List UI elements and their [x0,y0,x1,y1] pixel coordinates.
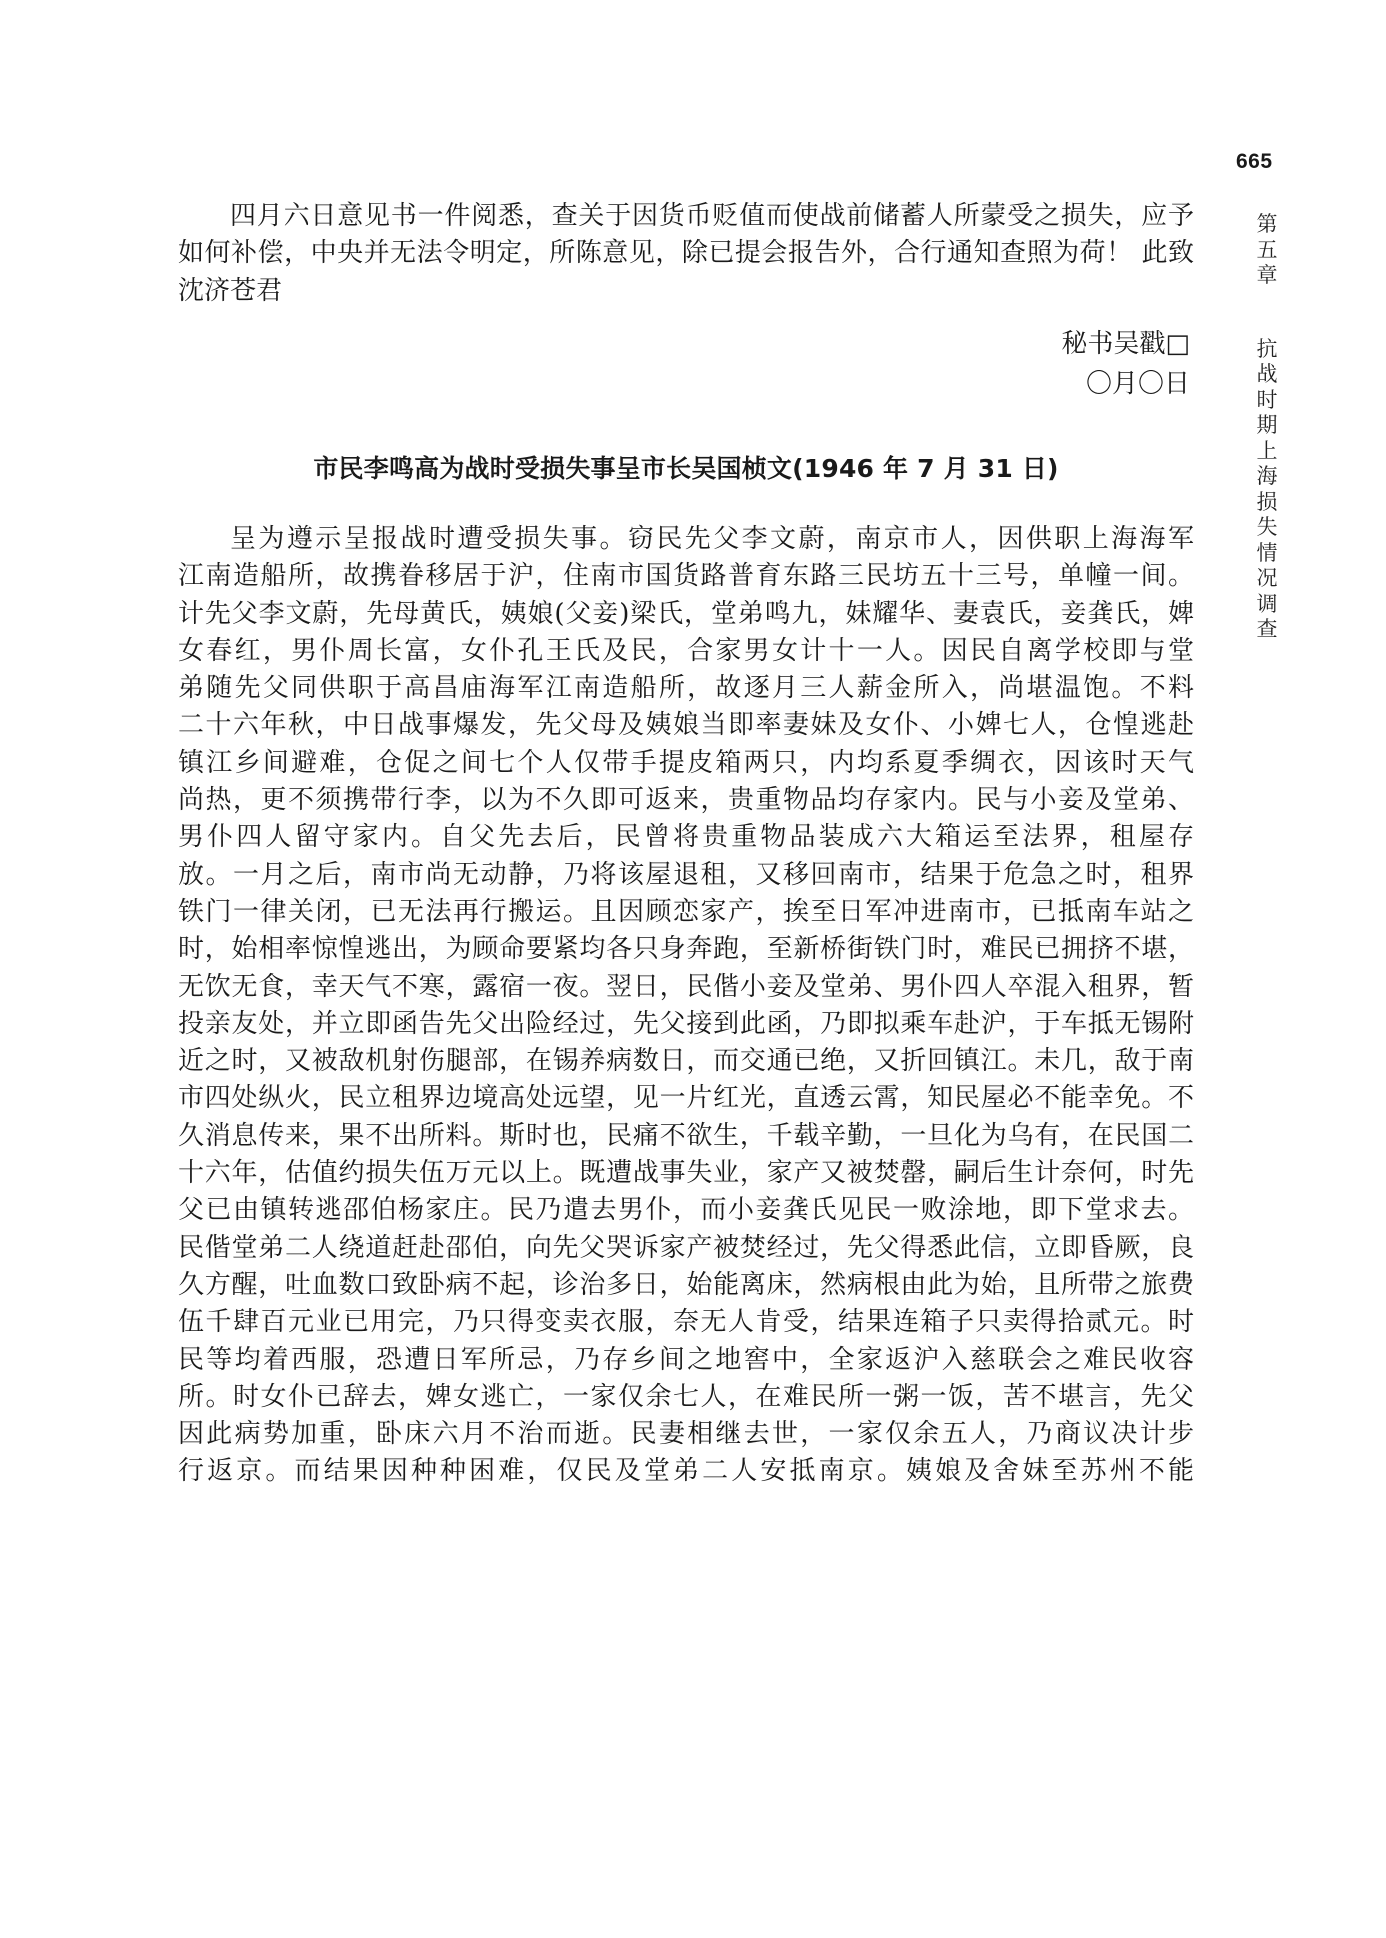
document-line: 投亲友处，并立即函告先父出险经过，先父接到此函，乃即拟乘车赴沪，于车抵无锡附 [178,1008,1194,1039]
document-line: 所。时女仆已辞去，婢女逃亡，一家仅余七人，在难民所一粥一饭，苦不堪言，先父 [178,1381,1194,1412]
running-header-chapter-char: 第 [1256,212,1278,236]
document-body [178,521,1194,1491]
document-line: 时，始相率惊惶逃出，为顾命要紧均各只身奔跑，至新桥街铁门时，难民已拥挤不堪， [178,934,1194,965]
running-header [1252,212,1282,643]
running-header-title-char: 海 [1256,464,1278,488]
running-header-title-char: 战 [1256,362,1278,386]
document-line: 十六年，估值约损失伍万元以上。既遭战事失业，家产又被焚罄，嗣后生计奈何，时先 [178,1158,1194,1189]
document-line: 江南造船所，故携眷移居于沪，住南市国货路普育东路三民坊五十三号，单幢一间。 [178,561,1194,592]
running-header-title-char: 情 [1256,540,1278,565]
document-line: 弟随先父同供职于高昌庙海军江南造船所，故逐月三人薪金所入，尚堪温饱。不料 [178,673,1194,704]
document-line: 民偕堂弟二人绕道赶赴邵伯，向先父哭诉家产被焚经过，先父得悉此信，立即昏厥，良 [178,1232,1194,1263]
document-line: 民等均着西服，恐遭日军所忌，乃存乡间之地窖中，全家返沪入慈联会之难民收容 [178,1344,1194,1375]
document-title: 市民李鸣高为战时受损失事呈市长吴国桢文(1946 年 7 月 31 日) [313,454,1059,483]
document-line: 二十六年秋，中日战事爆发，先父母及姨娘当即率妻妹及女仆、小婢七人，仓惶逃赴 [178,710,1194,741]
letter-section [178,198,1194,403]
running-header-title-char: 查 [1256,617,1278,641]
document-line: 父已由镇转逃邵伯杨家庄。民乃遣去男仆，而小妾龚氏见民一败涂地，即下堂求去。 [178,1195,1194,1226]
running-header-title-char: 期 [1256,413,1278,437]
document-line: 呈为遵示呈报战时遭受损失事。窃民先父李文蔚，南京市人，因供职上海海军 [230,524,1194,554]
running-header-title-char: 上 [1256,438,1278,463]
running-header-chapter [1252,212,1282,289]
document-line: 铁门一律关闭，已无法再行搬运。且因顾恋家产，挨至日军冲进南市，已抵南车站之 [178,896,1194,927]
document-line: 男仆四人留守家内。自父先去后，民曾将贵重物品装成六大箱运至法界，租屋存 [178,822,1194,853]
document-line: 因此病势加重，卧床六月不治而逝。民妻相继去世，一家仅余五人，乃商议决计步 [178,1419,1194,1450]
document-line: 计先父李文蔚，先母黄氏，姨娘(父妾)梁氏，堂弟鸣九，妹耀华、妻袁氏，妾龚氏，婢 [178,598,1194,629]
running-header-title-char: 时 [1256,387,1278,412]
document-line: 伍千肆百元业已用完，乃只得变卖衣服，奈无人肯受，结果连箱子只卖得拾贰元。时 [178,1307,1194,1338]
document-line: 久方醒，吐血数口致卧病不起，诊治多日，始能离床，然病根由此为始，且所带之旅费 [178,1269,1194,1300]
page-number: 665 [1236,150,1273,173]
running-header-title-char: 失 [1256,515,1278,539]
running-header-title-char: 调 [1256,591,1278,616]
running-header-title-char: 抗 [1256,336,1278,361]
document-line: 放。一月之后，南市尚无动静，乃将该屋退租，又移回南市，结果于危急之时，租界 [178,859,1194,890]
running-header-title-char: 况 [1256,566,1278,590]
running-header-chapter-char: 章 [1256,263,1278,287]
document-line: 尚热，更不须携带行李，以为不久即可返来，贵重物品均存家内。民与小妾及堂弟、 [178,785,1194,816]
running-header-title [1252,337,1282,643]
letter-line: 四月六日意见书一件阅悉，查关于因货币贬值而使战前储蓄人所蒙受之损失，应予 [230,201,1194,231]
document-line: 市四处纵火，民立租界边境高处远望，见一片红光，直透云霄，知民屋必不能幸免。不 [178,1083,1194,1114]
document-line: 行返京。而结果因种种困难，仅民及堂弟二人安抵南京。姨娘及舍妹至苏州不能 [178,1456,1194,1487]
document-line: 近之时，又被敌机射伤腿部，在锡养病数日，而交通已绝，又折回镇江。未几，敌于南 [178,1046,1194,1077]
document-line: 久消息传来，果不出所料。斯时也，民痛不欲生，千载辛勤，一旦化为乌有，在民国二 [178,1120,1194,1151]
running-header-title-char: 损 [1256,489,1278,514]
document-line: 镇江乡间避难，仓促之间七个人仅带手提皮箱两只，内均系夏季绸衣，因该时天气 [178,747,1194,778]
document-line: 女春红，男仆周长富，女仆孔王氏及民，合家男女计十一人。因民自离学校即与堂 [178,635,1194,666]
letter-signature: 秘书吴戳□ [1061,328,1190,359]
document-line: 无饮无食，幸天气不寒，露宿一夜。翌日，民偕小妾及堂弟、男仆四人卒混入租界，暂 [178,971,1194,1002]
letter-date: 〇月〇日 [1085,369,1190,400]
letter-body [178,198,1194,310]
letter-line: 沈济苍君 [178,275,283,306]
letter-line: 如何补偿，中央并无法令明定，所陈意见，除已提会报告外，合行通知查照为荷！ 此致 [178,238,1194,269]
running-header-chapter-char: 五 [1256,237,1278,262]
